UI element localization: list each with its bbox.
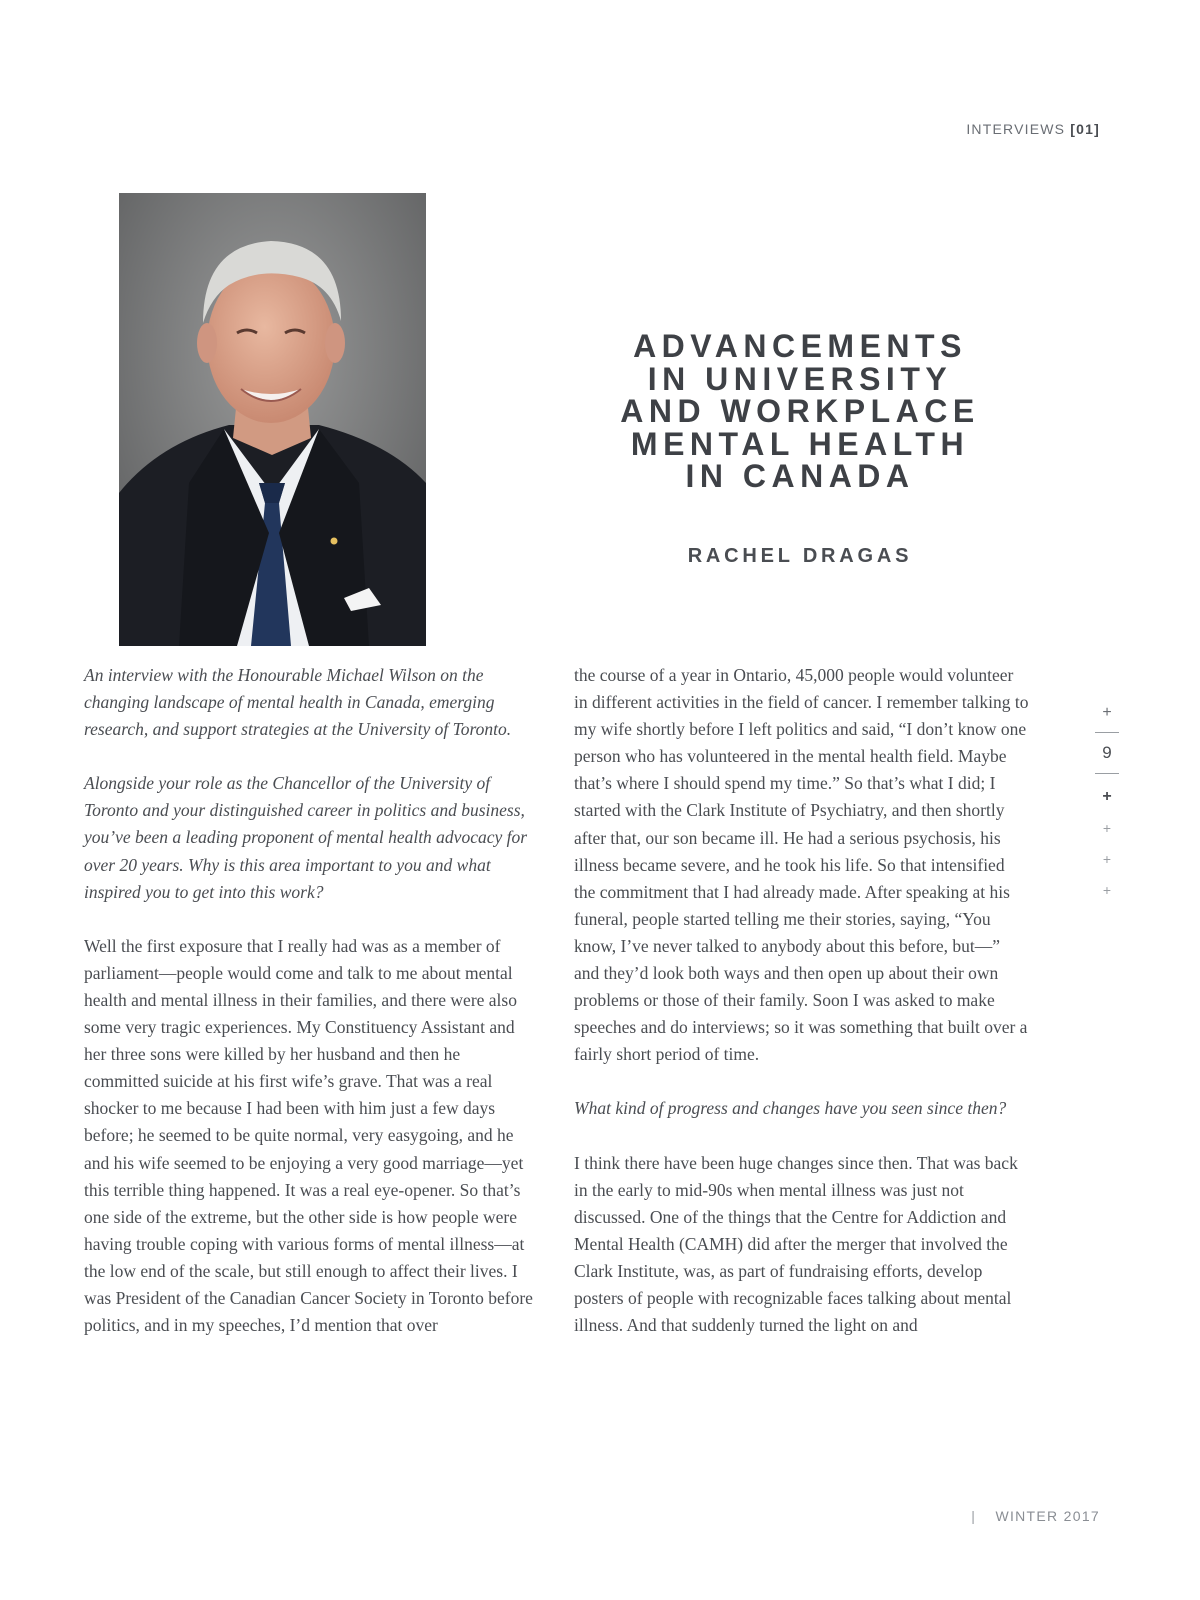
divider: [1095, 773, 1119, 774]
issue-label: WINTER 2017: [995, 1508, 1100, 1524]
page-number: 9: [1102, 743, 1112, 762]
page-side-navigation: [1093, 704, 1121, 899]
section-header: [966, 121, 1100, 137]
title-line: AND WORKPLACE: [620, 393, 980, 429]
question-paragraph: Alongside your role as the Chancellor of the University of Toronto and your distinguished career in politics and business, you’ve been a leading proponent of mental health advocacy for over 20 years. Why is this area important to you and what inspired you to get into this work?: [84, 773, 528, 902]
right-text-column: [574, 662, 1029, 1366]
answer-paragraph: Well the first exposure that I really had was as a member of parliament—people would come and talk to me about mental health and mental illness in their families, and there were also some very tragic experiences. My Constituency Assistant and her three sons were killed by her husband and then he committed suicide at his first wife’s grave. That was a real shocker to me because I had been with him just a few days before; he seemed to be quite normal, very easygoing, and he and his wife seemed to be enjoying a very good marriage—yet this terrible thing happened. It was a real eye-opener. So that’s one side of the extreme, but the other side is how people were having trouble coping with various forms of mental illness—at the low end of the scale, but still enough to affect their lives. I was President of the Canadian Cancer Society in Toronto before politics, and in my speeches, I’d mention that over: [84, 935, 533, 1336]
answer-paragraph: I think there have been huge changes since then. That was back in the early to mid-90s when mental illness was just not discussed. One of the things that the Centre for Addiction and Mental Health (CAMH) did after the merger that involved the Clark Institute, was, as part of fundraising efforts, develop posters of people with recognizable faces talking about mental illness. And that suddenly turned the light on and: [574, 1152, 1018, 1336]
plus-icon: +: [1102, 820, 1112, 836]
portrait-photo: [119, 193, 426, 646]
article-title: [600, 330, 1000, 493]
intro-paragraph: An interview with the Honourable Michael Wilson on the changing landscape of mental health in Canada, emerging research, and support strategies at the University of Toronto.: [84, 665, 512, 740]
plus-icon: +: [1102, 882, 1112, 898]
article-title-block: [600, 330, 1000, 568]
title-line: IN CANADA: [685, 458, 915, 494]
author-name: RACHEL DRAGAS: [687, 544, 913, 567]
title-line: MENTAL HEALTH: [630, 425, 970, 462]
divider: [1095, 732, 1119, 733]
portrait-illustration: [119, 193, 426, 646]
section-number: [01]: [1070, 121, 1100, 137]
page-footer: [971, 1508, 1100, 1524]
section-label: INTERVIEWS: [966, 121, 1066, 137]
title-line: IN UNIVERSITY: [647, 360, 953, 397]
plus-icon: +: [1102, 851, 1112, 867]
answer-paragraph: the course of a year in Ontario, 45,000 people would volunteer in different activities in the field of cancer. I remember talking to my wife shortly before I left politics and said, “I don’t know one person who has volunteered in the mental health field. Maybe that’s where I should spend my time.” So that’s what I did; I started with the Clark Institute of Psychiatry, and then shortly after that, our son became ill. He had a serious psychosis, his illness became severe, and he took his life. So that intensified the commitment that I had already made. After speaking at his funeral, people started telling me their stories, saying, “You know, I’ve never talked to anybody about this before, but—” and they’d look both ways and then open up about their own problems or those of their family. Soon I was asked to make speeches and do interviews; so it was something that built over a fairly short period of time.: [574, 665, 1029, 1065]
plus-icon: +: [1102, 788, 1112, 805]
footer-separator: |: [971, 1508, 977, 1524]
question-paragraph: What kind of progress and changes have you seen since then?: [574, 1098, 1007, 1119]
plus-icon: +: [1102, 704, 1112, 721]
left-text-column: [84, 662, 534, 1366]
title-line: ADVANCEMENTS: [633, 328, 967, 364]
